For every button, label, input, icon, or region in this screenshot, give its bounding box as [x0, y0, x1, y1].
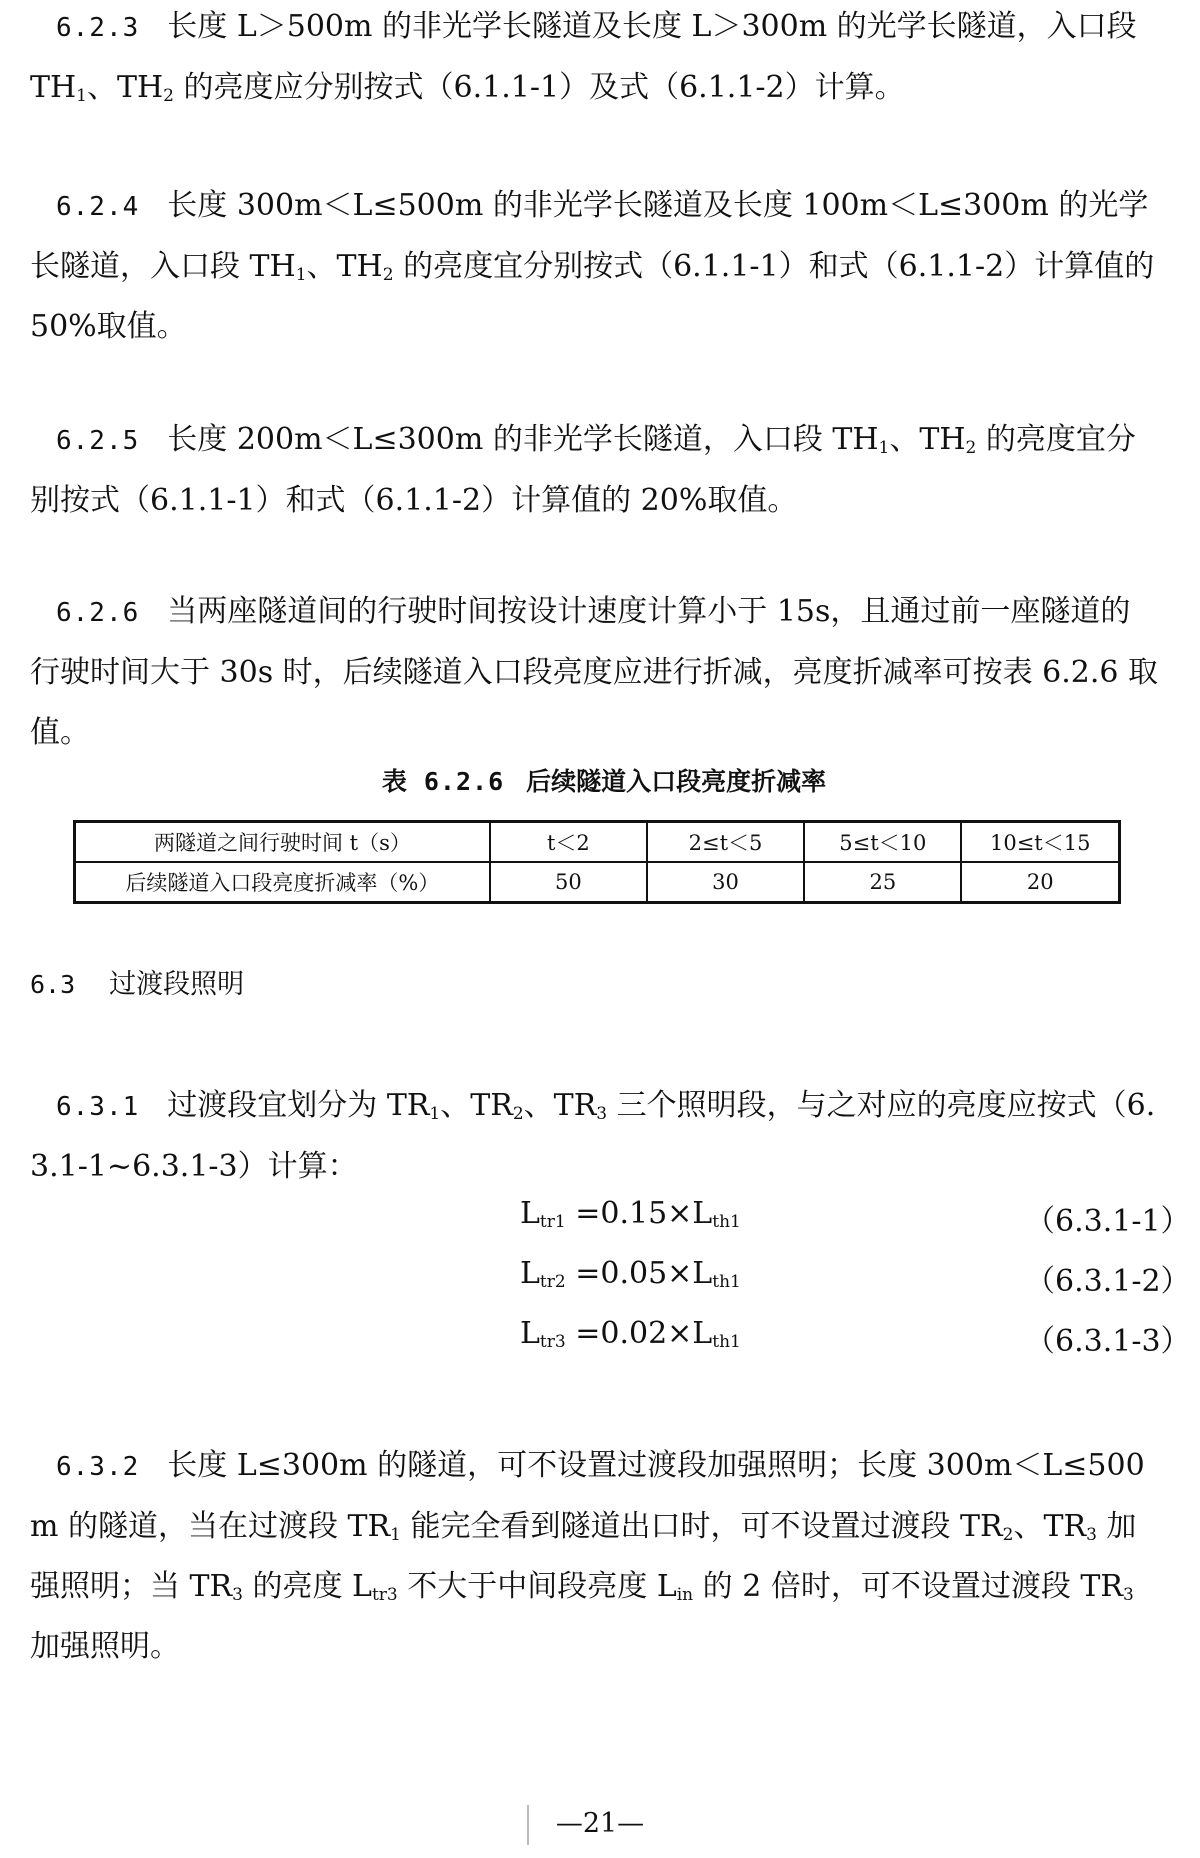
luminance-reduction-table	[73, 820, 1121, 904]
formula-number: （6.3.1-2）	[1025, 1264, 1191, 1299]
table-row	[75, 862, 1120, 903]
clause-text: 过渡段宜划分为 $TR_1$、$TR_2$、$TR_3$ 三个照明段，与之对应的亮度应按式（6.3.1-1~6.3.1-3）计算：	[30, 1088, 1156, 1184]
formula-expression: $L_{tr2} =0.05\times L_{th1}$	[520, 1256, 741, 1292]
table-cell: 两隧道之间行驶时间 t（s）	[75, 822, 490, 863]
clause-number: 6.2.3	[56, 13, 140, 43]
formula-line	[0, 1256, 1200, 1316]
formula-line	[0, 1316, 1200, 1376]
clause-number: 6.3.1	[56, 1092, 140, 1122]
clause-text: 长度 300m＜L≤500m 的非光学长隧道及长度 100m＜L≤300m 的光学长隧道，入口段 $TH_1$、$TH_2$ 的亮度宜分别按式（6.1.1-1）和式（6.1.1-2）计算值的 50%取值。	[30, 188, 1155, 344]
clause-6-2-4	[30, 176, 1160, 357]
clause-text: 当两座隧道间的行驶时间按设计速度计算小于 15s，且通过前一座隧道的行驶时间大于 30s 时，后续隧道入口段亮度应进行折减，亮度折减率可按表 6.2.6 取值。	[30, 594, 1159, 750]
clause-text: 长度 L＞500m 的非光学长隧道及长度 L＞300m 的光学长隧道，入口段 $TH_1$、$TH_2$ 的亮度应分别按式（6.1.1-1）及式（6.1.1-2）计算。	[30, 9, 1137, 106]
page-number: —21—	[555, 1808, 645, 1839]
clause-number: 6.3.2	[56, 1452, 140, 1482]
formula-number: （6.3.1-1）	[1025, 1204, 1191, 1239]
clause-number: 6.2.6	[56, 598, 140, 628]
table-cell: 后续隧道入口段亮度折减率（%）	[75, 862, 490, 903]
section-heading	[30, 962, 244, 1001]
table-caption	[0, 762, 1200, 798]
clause-6-3-1	[30, 1076, 1160, 1197]
clause-number: 6.2.4	[56, 192, 140, 222]
table-cell: t＜2	[490, 822, 647, 863]
table-row	[75, 822, 1120, 863]
table-cell: 10≤t＜15	[961, 822, 1119, 863]
clause-6-2-6	[30, 582, 1160, 763]
clause-text: 长度 200m＜L≤300m 的非光学长隧道，入口段 $TH_1$、$TH_2$ 的亮度宜分别按式（6.1.1-1）和式（6.1.1-2）计算值的 20%取值。	[30, 422, 1136, 518]
clause-6-3-2	[30, 1436, 1160, 1677]
clause-text: 长度 L≤300m 的隧道，可不设置过渡段加强照明；长度 300m＜L≤500m 的隧道，当在过渡段 $TR_1$ 能完全看到隧道出口时，可不设置过渡段 $TR_2$、$TR_3$ 加强照明；当 $TR_3$ 的亮度 $L_{tr3}$ 不大于中间段亮度 $L_{in}$ 的 2 倍时，可不设置过渡段 $TR_3$ 加强照明。	[30, 1448, 1145, 1664]
table-number: 表 6.2.6	[381, 767, 505, 796]
table-cell: 30	[647, 862, 804, 903]
formula-number: （6.3.1-3）	[1025, 1324, 1191, 1359]
section-number: 6.3	[30, 970, 76, 999]
section-title: 过渡段照明	[109, 969, 245, 1000]
formula-line	[0, 1196, 1200, 1256]
clause-6-2-5	[30, 410, 1160, 531]
formula-expression: $L_{tr1} =0.15\times L_{th1}$	[520, 1196, 741, 1232]
table-cell: 25	[804, 862, 961, 903]
clause-6-2-3	[30, 0, 1160, 118]
table-cell: 20	[961, 862, 1119, 903]
clause-number: 6.2.5	[56, 426, 140, 456]
table-title: 后续隧道入口段亮度折减率	[526, 767, 827, 796]
table-cell: 5≤t＜10	[804, 822, 961, 863]
table-cell: 2≤t＜5	[647, 822, 804, 863]
table-cell: 50	[490, 862, 647, 903]
formula-expression: $L_{tr3} =0.02\times L_{th1}$	[520, 1316, 741, 1352]
